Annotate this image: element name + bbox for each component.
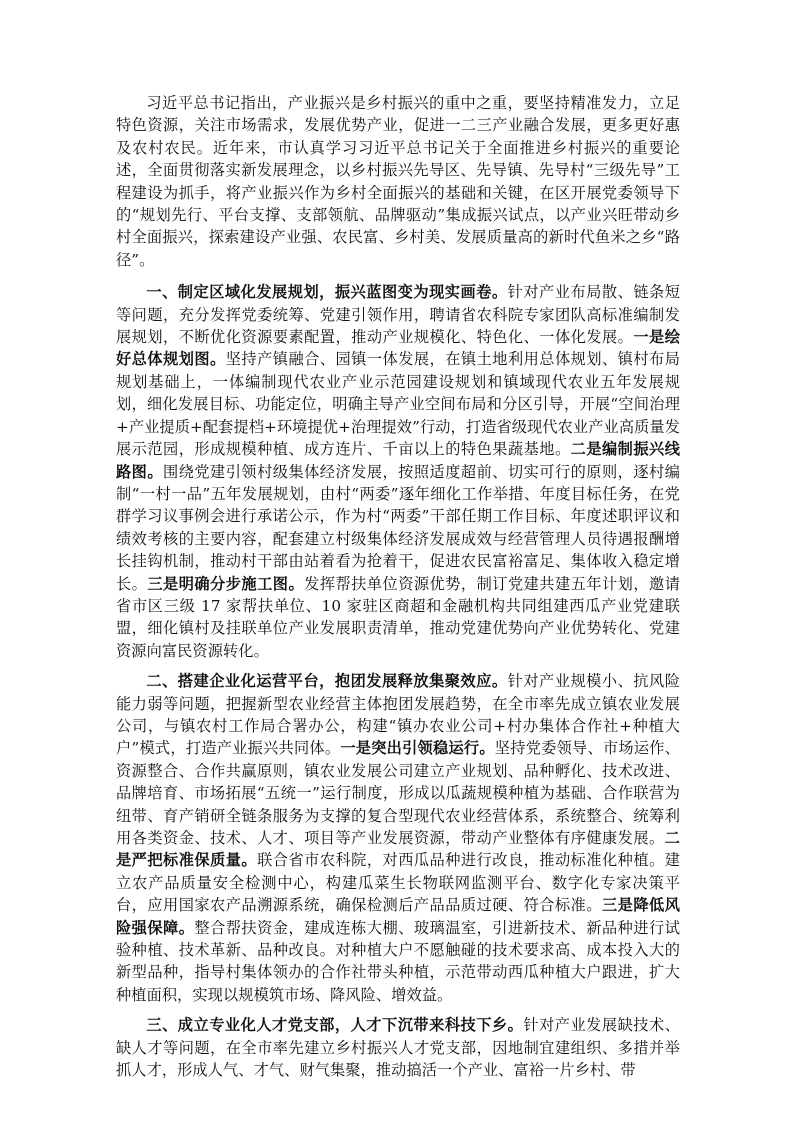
section-1-subheading-1: 一是绘好总体规划图。: [116, 328, 680, 369]
document-body: [116, 92, 680, 1089]
section-1-subheading-3: 三是明确分步施工图。: [147, 574, 305, 593]
section-2-subheading-1: 一是突出引领稳运行。: [340, 739, 495, 758]
section-2-text-4: 整合帮扶资金，建成连栋大棚、玻璃温室，引进新技术、新品种进行试验种植、技术革新、品种改良。对种植大户不愿触碰的技术要求高、成本投入大的新型品种，指导村集体领办的合作社带头种植，示范带动西瓜种植大户跟进，扩大种植面积，实现以规模筑市场、降风险、增效益。: [116, 918, 680, 1004]
section-2-subheading-3: 三是降低风险强保障。: [116, 896, 680, 937]
section-1-text-4: 发挥帮扶单位资源优势，制订党建共建五年计划，邀请省市区三级 17 家帮扶单位、10 家驻区商超和金融机构共同组建西瓜产业党建联盟，细化镇村及挂联单位产业发展职责清单，推动党建优势向产业优势转化、党建资源向富民资源转化。: [116, 574, 681, 660]
section-2-subheading-2: 二是严把标准保质量。: [116, 829, 680, 870]
section-2-text-3: 联合省市农科院，对西瓜品种进行改良，推动标准化种植。建立农产品质量安全检测中心，构建瓜菜生长物联网监测平台、数字化专家决策平台，应用国家农产品溯源系统，确保检测后产品品质过硬、符合标准。: [116, 851, 681, 915]
section-1-paragraph: [116, 281, 680, 662]
section-3-heading: 三、成立专业化人才党支部，人才下沉带来科技下乡。: [146, 1016, 524, 1035]
section-2-paragraph: [116, 670, 680, 1006]
section-2-text-2: 坚持党委领导、市场运作、资源整合、合作共赢原则，镇农业发展公司建立产业规划、品种孵化、技术改进、品牌培育、市场拓展“五统一”运行制度，形成以瓜蔬规模种植为基础、合作联营为纽带、育产销研全链条服务为支撑的复合型现代农业经营体系，系统整合、统筹利用各类资金、技术、人才、项目等产业发展资源，带动产业整体有序健康发展。: [116, 739, 681, 847]
section-1-subheading-2: 二是编制振兴线路图。: [116, 440, 680, 481]
intro-paragraph: 习近平总书记指出，产业振兴是乡村振兴的重中之重，要坚持精准发力，立足特色资源，关注市场需求，发展优势产业，促进一二三产业融合发展，更多更好惠及农村农民。近年来，市认真学习习近平总书记关于全面推进乡村振兴的重要论述，全面贯彻落实新发展理念，以乡村振兴先导区、先导镇、先导村“三级先导”工程建设为抓手，将产业振兴作为乡村全面振兴的基础和关键，在区开展党委领导下的“规划先行、平台支撑、支部领航、品牌驱动”集成振兴试点，以产业兴旺带动乡村全面振兴，探索建设产业强、农民富、乡村美、发展质量高的新时代鱼米之乡“路径”。: [116, 94, 680, 269]
section-3-text-1: 针对产业发展缺技术、缺人才等问题，在全市率先建立乡村振兴人才党支部，因地制宜建组织、多措并举抓人才，形成人气、才气、财气集聚，推动搞活一个产业、富裕一片乡村、带: [116, 1016, 681, 1080]
section-1-text-2: 坚持产镇融合、园镇一体发展，在镇土地利用总体规划、镇村布局规划基础上，一体编制现代农业产业示范园建设规划和镇域现代农业五年发展规划，细化发展目标、功能定位，明确主导产业空间布局和分区引导，开展“空间治理+产业提质+配套提档+环境提优+治理提效”行动，打造省级现代农业产业高质量发展示范园，形成规模种植、成方连片、千亩以上的特色果蔬基地。: [116, 350, 680, 459]
section-3-paragraph: [116, 1014, 680, 1081]
section-1-text-1: 针对产业布局散、链条短等问题，充分发挥党委统筹、党建引领作用，聘请省农科院专家团队高标准编制发展规划，不断优化资源要素配置，推动产业规模化、特色化、一体化发展。: [116, 283, 680, 347]
section-1-text-3: 围绕党建引领村级集体经济发展，按照适度超前、切实可行的原则，逐村编制“一村一品”五年发展规划，由村“两委”逐年细化工作举措、年度目标任务，在党群学习议事例会进行承诺公示，作为村“两委”干部任期工作目标、年度述职评议和绩效考核的主要内容，配套建立村级集体经济发展成效与经营管理人员待遇报酬增长挂钩机制，推动村干部由站着看为抢着干，促进农民富裕富足、集体收入稳定增长。: [116, 462, 680, 593]
section-2-heading: 二、搭建企业化运营平台，抱团发展释放集聚效应。: [146, 672, 508, 691]
section-2-text-1: 针对产业规模小、抗风险能力弱等问题，把握新型农业经营主体抱团发展趋势，在全市率先成立镇农业发展公司，与镇农村工作局合署办公，构建“镇办农业公司+村办集体合作社+种植大户”模式，打造产业振兴共同体。: [116, 672, 680, 758]
section-1-heading: 一、制定区域化发展规划，振兴蓝图变为现实画卷。: [146, 283, 508, 302]
